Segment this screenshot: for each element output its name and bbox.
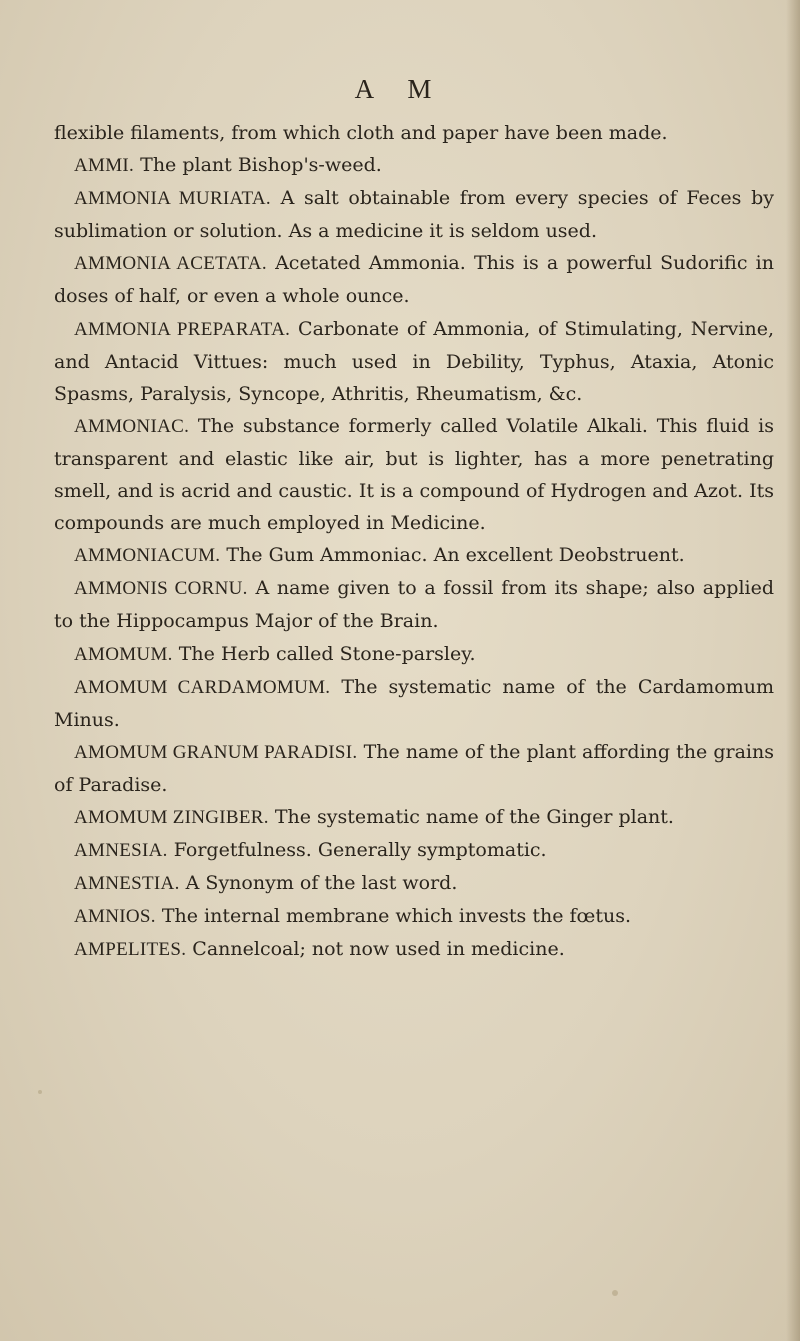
paper-fleck: [38, 1090, 42, 1094]
entry-text: The plant Bishop's-weed.: [140, 154, 382, 177]
entry-text: The internal membrane which invests the fœtus.: [161, 905, 631, 928]
entry-headword: AMOMUM CARDAMOMUM.: [74, 676, 331, 698]
entry: [54, 572, 774, 637]
entry-headword: AMMONIAC.: [74, 415, 190, 437]
entry-text: Carbonate of Ammonia, of Stimulating, Nervine, and Antacid Vittues: much used in Debility, Typhus, Ataxia, Atonic Spasms, Paralysis, Syncope, Athritis, Rheumatism, &c.: [54, 317, 775, 405]
paper-fleck: [612, 1290, 618, 1296]
entry-headword: AMMONIS CORNU.: [74, 578, 248, 600]
entry-headword: AMOMUM.: [74, 643, 173, 665]
entry-headword: AMOMUM ZINGIBER.: [74, 806, 269, 828]
entry-text: A Synonym of the last word.: [185, 872, 458, 895]
entry: [54, 539, 774, 572]
entry: [54, 247, 774, 312]
entry-headword: AMNIOS.: [74, 906, 156, 928]
entry-text: The systematic name of the Cardamomum Minus.: [54, 675, 774, 731]
entry-headword: AMMONIA MURIATA.: [74, 188, 271, 210]
entry: [54, 313, 774, 410]
entry: [54, 638, 774, 671]
entry-headword: AMNESTIA.: [74, 873, 180, 895]
entry: [54, 867, 774, 900]
entry-text: The Herb called Stone-parsley.: [178, 642, 476, 665]
entry: [54, 149, 774, 182]
entry-text: A salt obtainable from every species of Feces by sublimation or solution. As a medicine it is seldom used.: [54, 187, 774, 243]
entry: [54, 736, 774, 801]
entry: [54, 801, 774, 834]
entry: [54, 834, 774, 867]
entry: [54, 933, 774, 966]
entry-text: Acetated Ammonia. This is a powerful Sudorific in doses of half, or even a whole ounce.: [54, 252, 774, 308]
page-edge-shadow: [786, 0, 800, 1341]
entry-text: Forgetfulness. Generally symptomatic.: [173, 839, 547, 862]
entry-headword: AMMI.: [74, 155, 135, 177]
entry-text: flexible filaments, from which cloth and paper have been made.: [54, 122, 668, 144]
running-head: A M: [354, 74, 446, 104]
entry-text: The name of the plant affording the grains of Paradise.: [54, 740, 774, 796]
dictionary-text: [54, 117, 774, 966]
entry-text: A name given to a fossil from its shape; also applied to the Hippocampus Major of the Brain.: [54, 577, 775, 633]
entry-text: The substance formerly called Volatile Alkali. This fluid is transparent and elastic like air, but is lighter, has a more penetrating smell, and is acrid and caustic. It is a compound of Hydrogen and Azot. Its compounds are much employed in Medicine.: [54, 414, 774, 535]
entry-headword: AMNESIA.: [74, 840, 168, 862]
entry: [54, 671, 774, 736]
entry: [54, 182, 774, 247]
entry: [54, 410, 774, 539]
entry-text: The Gum Ammoniac. An excellent Deobstruent.: [226, 544, 685, 567]
entry-headword: AMOMUM GRANUM PARADISI.: [74, 741, 358, 763]
entry: [54, 117, 774, 149]
entry-headword: AMMONIA ACETATA.: [74, 253, 267, 275]
entry-headword: AMMONIACUM.: [74, 545, 221, 567]
entry-headword: AMMONIA PREPARATA.: [74, 318, 291, 340]
entry-text: Cannelcoal; not now used in medicine.: [192, 938, 565, 961]
entry: [54, 900, 774, 933]
entry-text: The systematic name of the Ginger plant.: [274, 805, 674, 828]
entry-headword: AMPELITES.: [74, 939, 187, 961]
